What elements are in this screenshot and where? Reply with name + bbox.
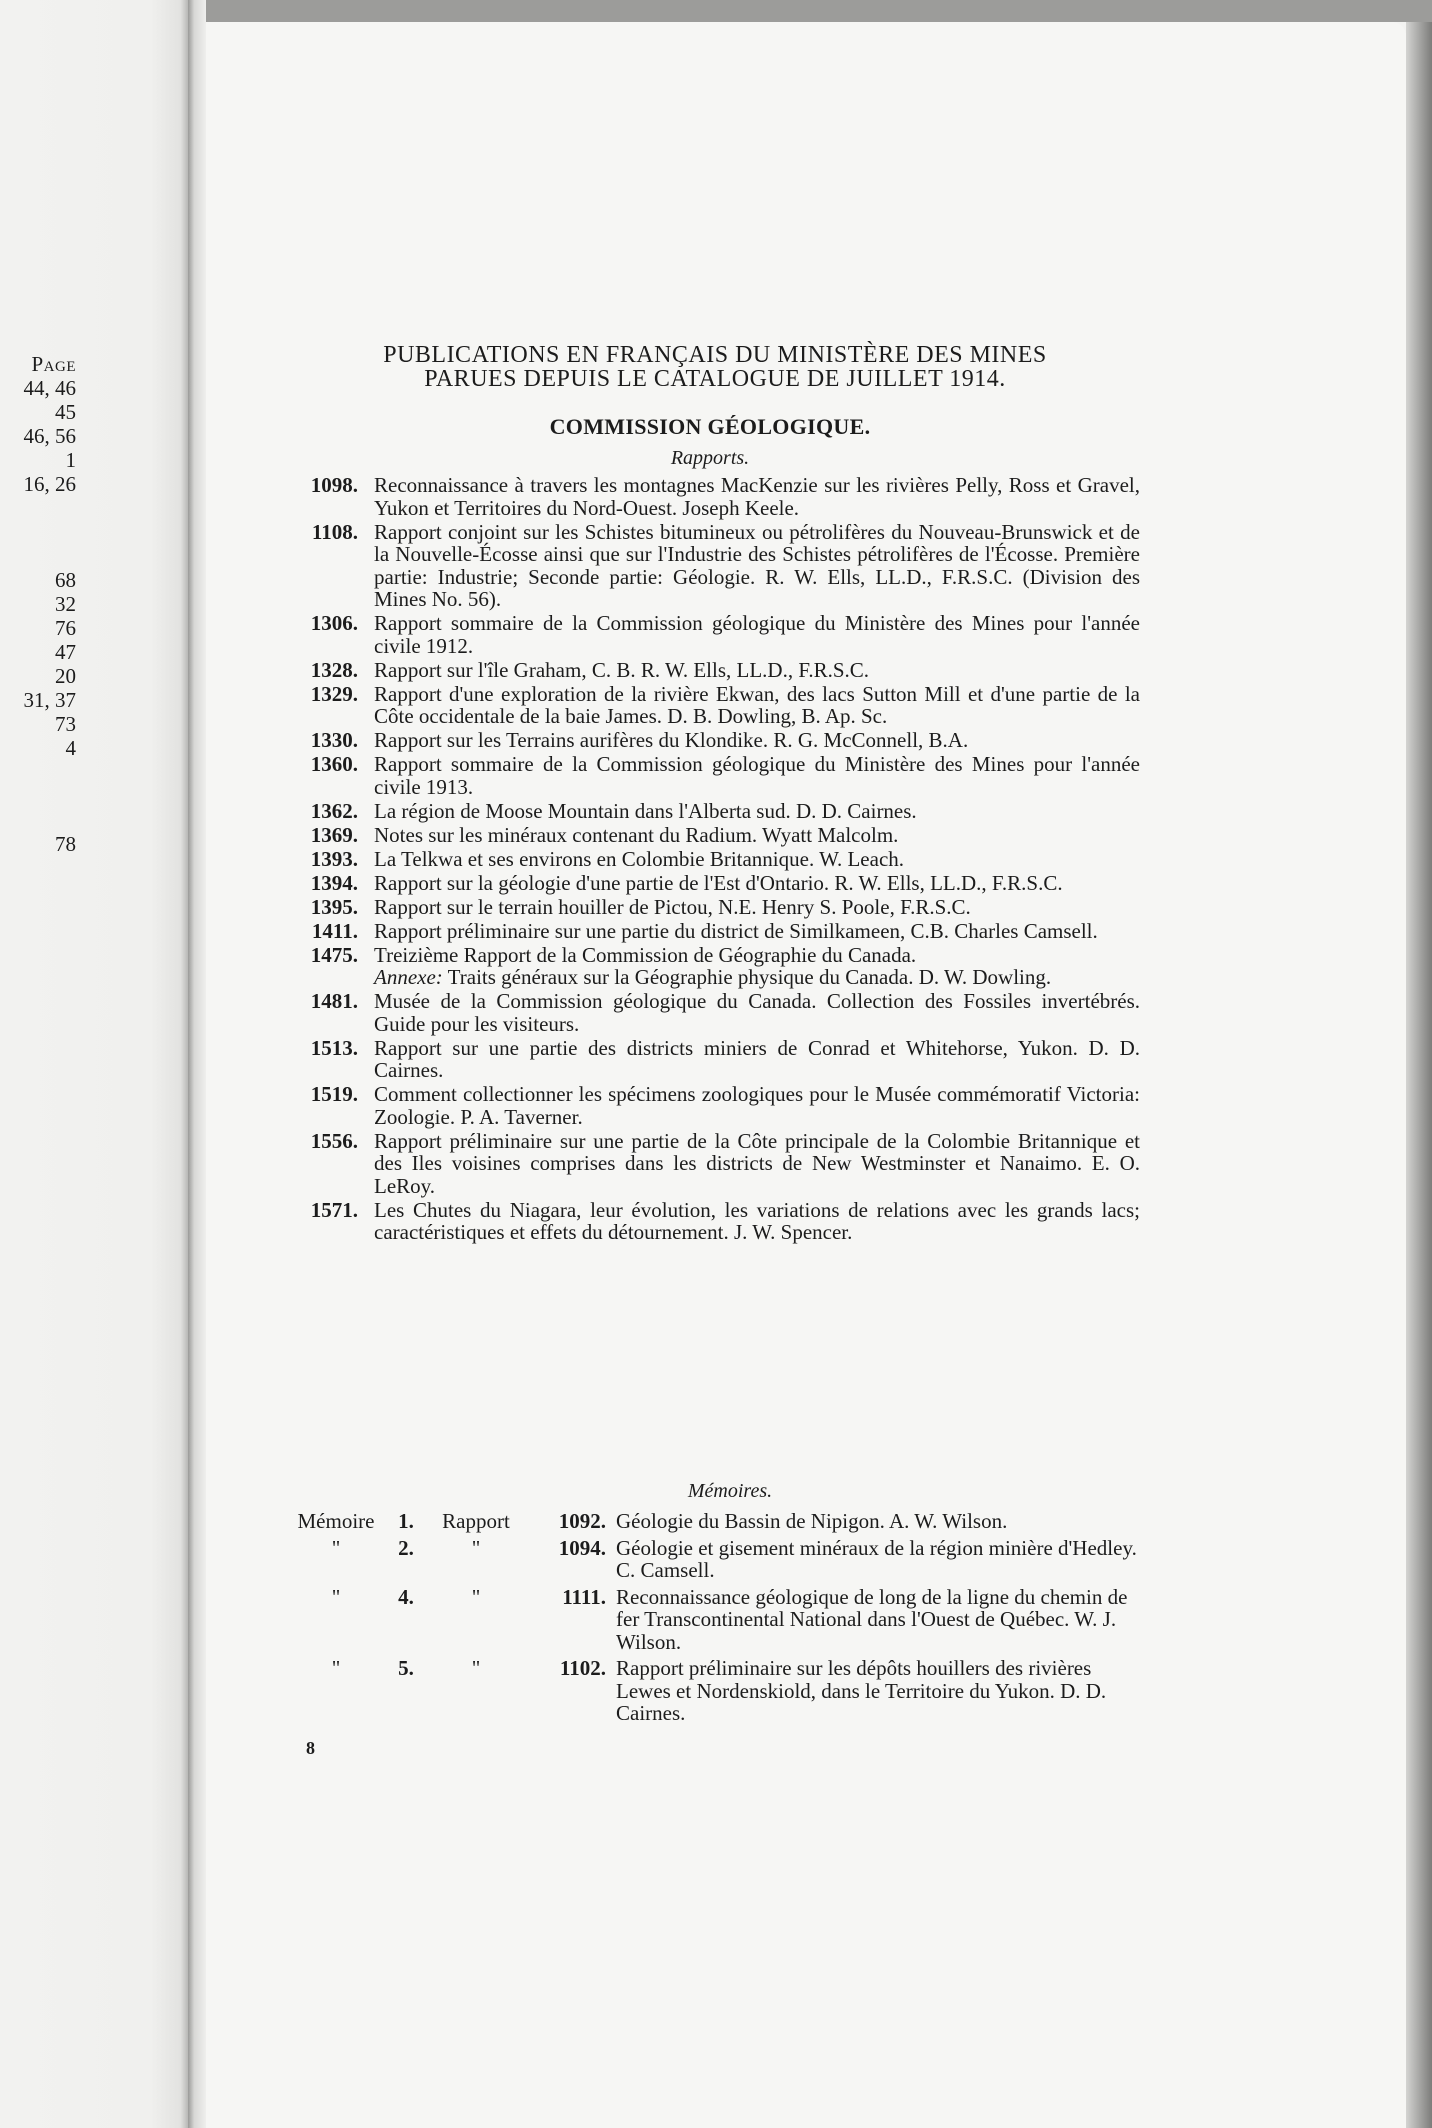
title-line-1: PUBLICATIONS EN FRANÇAIS DU MINISTÈRE DES MINES <box>383 342 1047 368</box>
rapport-entry <box>290 753 1140 798</box>
rapport-text: Rapport préliminaire sur une partie de la Côte principale de la Colombie Britannique et des Iles voisines comprises dans les districts de New Westminster et Nanaimo. E. O. LeRoy. <box>374 1128 1140 1198</box>
rapport-entry <box>290 729 1140 752</box>
rapport-number: 1329. <box>310 681 358 706</box>
rapport-number: 1102. <box>559 1656 606 1680</box>
memoire-label: " <box>331 1535 341 1560</box>
rapport-entry <box>290 824 1140 847</box>
rapport-number: 1513. <box>310 1035 358 1060</box>
left-page-number <box>0 784 76 808</box>
memoire-text: Géologie et gisement minéraux de la région minière d'Hedley. C. Camsell. <box>616 1535 1137 1582</box>
memoire-row <box>288 1586 1148 1654</box>
rapport-entry <box>290 1083 1140 1128</box>
memoire-label: " <box>331 1584 341 1609</box>
rapport-number: 1369. <box>310 822 358 847</box>
annex-text: Traits généraux sur la Géographie physique du Canada. D. W. Dowling. <box>442 965 1052 989</box>
memoire-number: 5. <box>398 1656 414 1680</box>
rapport-text: Rapport sommaire de la Commission géologique du Ministère des Mines pour l'année civile 1912. <box>374 611 1140 658</box>
scan-top-edge <box>206 0 1432 22</box>
rapport-number: 1360. <box>310 752 358 776</box>
rapport-label: " <box>471 1584 481 1609</box>
rapport-text: Rapport préliminaire sur une partie du district de Similkameen, C.B. Charles Camsell. <box>374 918 1098 943</box>
memoire-text: Rapport préliminaire sur les dépôts houillers des rivières Lewes et Nordenskiold, dans le Territoire du Yukon. D. D. Cairnes. <box>616 1656 1107 1725</box>
rapport-entry <box>290 896 1140 919</box>
rapport-number: 1395. <box>310 894 358 919</box>
rapport-label: Rapport <box>442 1509 510 1533</box>
rapport-entry <box>290 521 1140 611</box>
rapports-heading: Rapports. <box>670 447 750 469</box>
section-title: COMMISSION GÉOLOGIQUE. <box>549 414 871 439</box>
left-page-number <box>0 520 76 544</box>
left-page-index <box>0 352 76 856</box>
rapport-text: Reconnaissance à travers les montagnes MacKenzie sur les rivières Pelly, Ross et Gravel, Yukon et Territoires du Nord-Ouest. Joseph Keele. <box>374 473 1140 520</box>
rapport-number: 1362. <box>310 798 358 823</box>
rapport-number: 1411. <box>311 918 358 943</box>
left-page-number: 78 <box>55 832 76 856</box>
rapport-entry <box>290 659 1140 682</box>
rapport-number: 1556. <box>310 1128 358 1153</box>
rapport-entry <box>290 848 1140 871</box>
memoires-list <box>288 1510 1148 1729</box>
page-number: 8 <box>306 1738 315 1758</box>
left-page-number: 76 <box>55 616 76 640</box>
rapport-number: 1481. <box>310 989 358 1013</box>
rapport-text: Rapport sur l'île Graham, C. B. R. W. Ells, LL.D., F.R.S.C. <box>374 657 870 682</box>
left-page-number: 1 <box>65 448 76 472</box>
rapport-number: 1571. <box>310 1197 358 1222</box>
left-page-number: 47 <box>55 640 76 664</box>
memoire-text: Géologie du Bassin de Nipigon. A. W. Wilson. <box>616 1509 1008 1533</box>
rapport-text: Rapport sommaire de la Commission géologique du Ministère des Mines pour l'année civile 1913. <box>374 752 1140 799</box>
left-page-header: Page <box>31 352 76 376</box>
annex-label: Annexe: <box>374 965 443 989</box>
rapport-text: Musée de la Commission géologique du Canada. Collection des Fossiles invertébrés. Guide pour les visiteurs. <box>374 989 1140 1036</box>
rapport-text: La région de Moose Mountain dans l'Alberta sud. D. D. Cairnes. <box>374 798 917 823</box>
rapport-entry <box>290 800 1140 823</box>
rapport-number: 1111. <box>562 1584 606 1609</box>
memoire-text: Reconnaissance géologique de long de la ligne du chemin de fer Transcontinental National dans l'Ouest de Québec. W. J. Wilson. <box>616 1584 1128 1654</box>
left-page-number <box>0 808 76 832</box>
rapport-number: 1092. <box>558 1509 606 1533</box>
memoire-number: 4. <box>398 1584 414 1609</box>
left-page-number: 16, 26 <box>23 472 76 496</box>
memoires-heading: Mémoires. <box>687 1480 773 1502</box>
rapports-list <box>290 474 1140 1245</box>
rapport-text: Treizième Rapport de la Commission de Géographie du Canada. <box>374 942 917 967</box>
rapport-entry <box>290 872 1140 895</box>
rapport-number: 1330. <box>310 728 358 752</box>
left-page-number <box>0 760 76 784</box>
left-page-numbers <box>0 376 76 856</box>
left-page <box>0 0 188 2128</box>
rapport-entry <box>290 944 1140 989</box>
rapport-number: 1094. <box>558 1535 606 1560</box>
rapport-number: 1519. <box>310 1082 358 1106</box>
rapport-label: " <box>471 1656 481 1680</box>
scan-right-edge <box>1406 22 1432 2128</box>
left-page-number: 73 <box>55 712 76 736</box>
rapport-text: Comment collectionner les spécimens zoologiques pour le Musée commémoratif Victoria: Zoologie. P. A. Taverner. <box>374 1082 1140 1129</box>
left-page-number: 68 <box>55 568 76 592</box>
rapport-text: Rapport sur le terrain houiller de Pictou, N.E. Henry S. Poole, F.R.S.C. <box>374 894 971 919</box>
rapport-number: 1393. <box>310 846 358 871</box>
rapport-entry <box>290 1199 1140 1244</box>
memoire-label: " <box>331 1656 341 1680</box>
left-page-number: 46, 56 <box>23 424 76 448</box>
publication-title <box>300 343 1130 391</box>
left-page-number: 32 <box>55 592 76 616</box>
title-line-2: PARUES DEPUIS LE CATALOGUE DE JUILLET 1914. <box>424 366 1006 392</box>
rapport-text: La Telkwa et ses environs en Colombie Britannique. W. Leach. <box>374 846 905 871</box>
rapport-number: 1306. <box>310 611 358 635</box>
book-gutter <box>188 0 206 2128</box>
rapport-text: Rapport sur les Terrains aurifères du Klondike. R. G. McConnell, B.A. <box>374 728 969 752</box>
memoire-label: Mémoire <box>297 1509 375 1533</box>
memoire-number: 1. <box>398 1509 414 1533</box>
left-page-number: 4 <box>65 736 76 760</box>
rapport-entry <box>290 1037 1140 1082</box>
rapport-number: 1475. <box>310 942 358 967</box>
left-page-number <box>0 496 76 520</box>
memoire-row <box>288 1510 1148 1533</box>
memoire-row <box>288 1537 1148 1582</box>
rapport-number: 1108. <box>311 519 358 544</box>
left-page-number: 44, 46 <box>23 376 76 400</box>
rapport-text: Rapport conjoint sur les Schistes bitumineux ou pétrolifères du Nouveau-Brunswick et de la Nouvelle-Écosse ainsi que sur l'Industrie des Schistes pétrolifères de l'Écosse. Première partie: Industrie; Seconde partie: Géologie. R. W. Ells, LL.D., F.R.S.C. (Division des Mines No. 56). <box>374 519 1140 611</box>
rapport-entry <box>290 990 1140 1035</box>
memoire-number: 2. <box>398 1535 414 1560</box>
rapport-text: Les Chutes du Niagara, leur évolution, les variations de relations avec les grands lacs; caractéristiques et effets du détournement. J. W. Spencer. <box>374 1197 1140 1244</box>
memoire-row <box>288 1657 1148 1725</box>
left-page-number: 31, 37 <box>23 688 76 712</box>
rapport-entry <box>290 612 1140 657</box>
rapport-entry <box>290 683 1140 728</box>
rapport-entry <box>290 920 1140 943</box>
rapport-label: " <box>471 1535 481 1560</box>
rapport-entry <box>290 1130 1140 1198</box>
rapport-text: Rapport sur la géologie d'une partie de l'Est d'Ontario. R. W. Ells, LL.D., F.R.S.C. <box>374 870 1063 895</box>
left-page-number <box>0 544 76 568</box>
rapport-text: Rapport d'une exploration de la rivière Ekwan, des lacs Sutton Mill et d'une partie de la Côte occidentale de la baie James. D. B. Dowling, B. Ap. Sc. <box>374 681 1140 728</box>
rapport-text: Notes sur les minéraux contenant du Radium. Wyatt Malcolm. <box>374 822 899 847</box>
left-page-number: 20 <box>55 664 76 688</box>
rapport-entry <box>290 474 1140 519</box>
rapport-number: 1394. <box>310 870 358 895</box>
rapport-number: 1098. <box>310 473 358 497</box>
left-page-number: 45 <box>55 400 76 424</box>
rapport-text: Rapport sur une partie des districts miniers de Conrad et Whitehorse, Yukon. D. D. Cairnes. <box>374 1035 1140 1082</box>
rapport-number: 1328. <box>310 657 358 682</box>
